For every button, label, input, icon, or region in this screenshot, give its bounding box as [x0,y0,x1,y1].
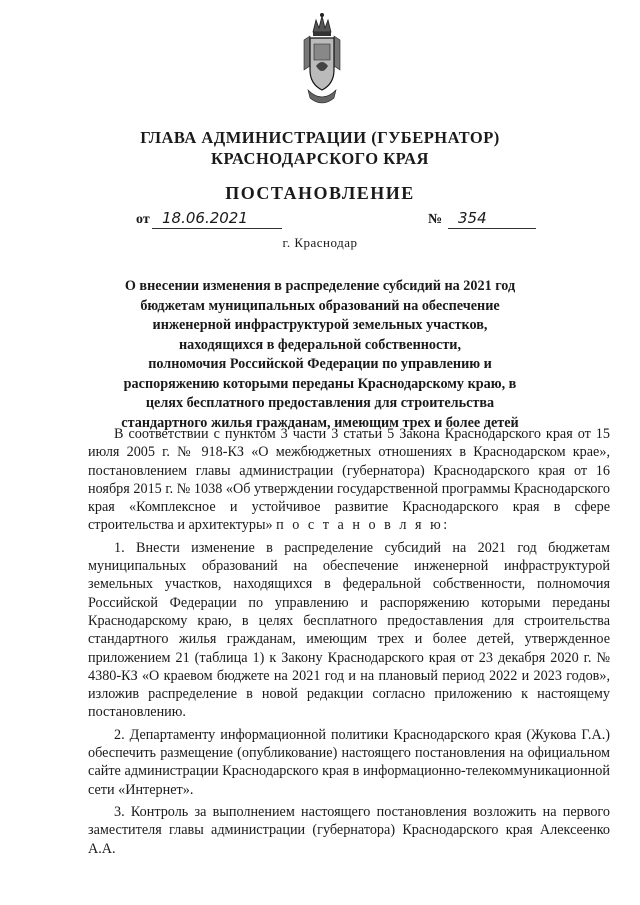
item-1-paragraph: 1. Внести изменение в распределение субсидий на 2021 год бюджетам муниципальных образований на обеспечение инженерной инфраструктурой земельных участков, находящихся в федеральной собственности, полномочия Российской Федерации по управлению и распоряжению которыми переданы Краснодарскому краю, в целях бесплатного предоставления для строительства стандартного жилья гражданам, имеющим трех и более детей, утвержденное приложением 21 (таблица 1) к Закону Краснодарского края от 23 декабря 2020 г. № 4380-КЗ «О краевом бюджете на 2021 год и на плановый период 2022 и 2023 годов», изложив распределение в новой редакции согласно приложению к настоящему постановлению. [88,539,610,721]
date-prefix: от [136,212,150,227]
title-line: стандартного жилья гражданам, имеющим трех и более детей [121,414,519,431]
title-line: целях бесплатного предоставления для строительства [145,395,495,411]
title-line: бюджетам муниципальных образований на обеспечение [140,297,500,314]
city: г. Краснодар [282,235,358,250]
preamble-paragraph [88,425,610,535]
document-number: 354 [448,208,536,229]
coat-of-arms-icon [298,10,346,110]
document-title [120,277,520,433]
preamble-text: В соответствии с пунктом 3 части 3 статьи 5 Закона Краснодарского края от 15 июля 2005 г. № 918-КЗ «О межбюджетных отношениях в Краснодарском крае», постановлением главы администрации (губернатора) Краснодарского края от 16 ноября 2015 г. № 1038 «Об утверждении государственной программы Краснодарского края «Комплексное и устойчивое развитие Краснодарского края в сфере строительства и архитектуры» [88,426,610,534]
title-line: находящихся в федеральной собственности, [178,336,462,353]
title-line: распоряжению которыми переданы Краснодарскому краю, в [123,375,517,392]
title-line: инженерной инфраструктурой земельных участков, [152,317,488,333]
document-date: 18.06.2021 [152,208,282,229]
document-type: ПОСТАНОВЛЕНИЕ [225,183,415,203]
decree-word: п о с т а н о в л я ю: [276,517,450,534]
document-body [88,425,610,862]
authority-line-2: КРАСНОДАРСКОГО КРАЯ [211,149,429,168]
number-prefix: № [428,212,443,227]
item-3-paragraph: 3. Контроль за выполнением настоящего постановления возложить на первого заместителя главы администрации (губернатора) Краснодарского края Алексеенко А.А. [88,803,610,857]
title-line: полномочия Российской Федерации по управлению и [148,356,492,372]
authority-line-1: ГЛАВА АДМИНИСТРАЦИИ (ГУБЕРНАТОР) [140,128,500,147]
item-2-paragraph: 2. Департаменту информационной политики Краснодарского края (Жукова Г.А.) обеспечить размещение (опубликование) настоящего постановления на официальном сайте администрации Краснодарского края в информационно-телекоммуникационной сети «Интернет». [88,726,610,798]
title-line: О внесении изменения в распределение субсидий на 2021 год [124,278,516,294]
